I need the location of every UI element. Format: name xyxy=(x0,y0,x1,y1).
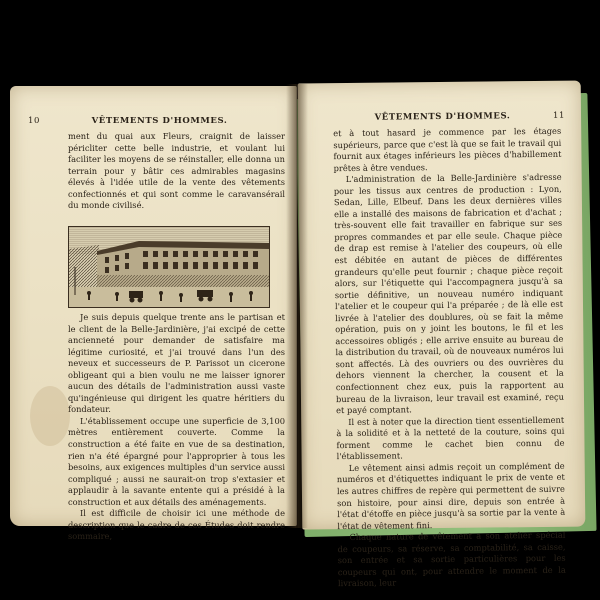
left-paragraph-3: L'établissement occupe une superficie de 3,100 mètres entièrement couverte. Comme la construction a été faite en vue de sa destination, rien n'a été épargné pour l'approprier à tous les besoins, aux exigences multiples d'un service aussi compliqué ; aussi ne saurait-on trop s'extasier et applaudir à la savante entente qui a présidé à la construction et aux détails des aménagements. xyxy=(68,415,285,507)
paper-stain xyxy=(30,386,70,446)
right-running-title: VÊTEMENTS D'HOMMES. xyxy=(374,111,511,123)
right-paragraph-4: Le vêtement ainsi admis reçoit un complément de numéros et d'étiquettes indiquant le prix de vente et les autres chiffres de repère qui permettent de suivre son histoire, pour ainsi dire, depuis son entrée à l'état d'étoffe en pièce jusqu'à sa sortie par la vente à l'état de vêtement fini. xyxy=(336,460,566,531)
left-paragraph-2: Je suis depuis quelque trente ans le partisan et le client de la Belle-Jardinière, j'ai excipé de cette ancienneté pour demander de satisfaire ma légitime curiosité, et j'ai trouvé dans l'un des neveux et successeurs de P. Parissot un cicerone obligeant qui a bien voulu ne me laisser ignorer aucun des détails de l'administration aussi vaste qu'ingénieuse qui dirigent les quatre héritiers du fondateur. xyxy=(68,312,285,415)
left-page-number: 10 xyxy=(28,116,41,126)
left-text-top xyxy=(68,131,285,212)
left-running-head xyxy=(28,116,279,126)
left-paragraph-4: Il est difficile de choisir ici une méthode de description que le cadre de ces Études doit rendre sommaire, xyxy=(68,508,285,542)
right-running-head xyxy=(332,111,565,123)
left-paragraph-1: ment du quai aux Fleurs, craignit de laisser péricliter cette belle industrie, et voulant lui faciliter les moyens de se réinstaller, elle donna un terrain pour y bâtir ces admirables magasins élevés à l'idée utile de la vente des vêtements confectionnés et qui sont comme le caravansérail du monde civilisé. xyxy=(68,131,285,211)
right-text xyxy=(333,126,566,590)
engraving-illustration xyxy=(68,226,270,308)
engraving-drawing xyxy=(69,227,269,307)
left-page xyxy=(10,86,297,542)
right-paragraph-3: Il est à noter que la direction tient essentiellement à la solidité et à la netteté de la couture, soins qui forment comme le cachet bien connu de l'établissement. xyxy=(336,414,565,462)
left-running-title: VÊTEMENTS D'HOMMES. xyxy=(91,116,228,126)
right-page xyxy=(298,81,586,589)
left-text-bottom xyxy=(68,312,285,543)
right-paragraph-2: L'administration de la Belle-Jardinière s'adresse pour les tissus aux centres de production : Lyon, Sedan, Lille, Elbeuf. Dans les deux dernières villes elle a installé des maisons de fabrication et d'achat ; très-souvent elle fait travailler en fabrique sur ses propres commandes et par elle seule. Chaque pièce de drap est remise à l'atelier des coupeurs, où elle est débitée en autant de pièces de différentes grandeurs qu'elle peut fournir ; chaque pièce reçoit alors, sur l'étiquette qui l'accompagnera jusqu'à sa sortie définitive, un nouveau numéro indiquant l'atelier et le coupeur qui l'a préparée ; de là elle est livrée à l'atelier des doublures, où se fait la même opération, puis on y joint les boutons, le fil et les accessoires obligés ; elle arrive ensuite au bureau de la distribution du travail, où de nouveaux numéros lui sont affectés. Là des ouvriers ou des ouvrières du dehors viennent la chercher, la cousent et la confectionnent chez eux, puis la rapportent au bureau de la livraison, leur travail est examiné, reçu et payé comptant. xyxy=(333,171,565,416)
right-paragraph-1: et à tout hasard je commence par les étages supérieurs, parce que c'est là que se fait le travail qui fournit aux étages inférieurs les pièces d'habillement prêtes à être vendues. xyxy=(333,125,562,173)
right-page-number: 11 xyxy=(552,110,566,121)
right-paragraph-5: Chaque nature de vêtement a son atelier spécial de coupeurs, sa réserve, sa comptabilité, sa caisse, son entrée et sa sortie particulières pour les coupeurs qui ont, pour attendre le moment de la livraison, leur xyxy=(337,529,566,589)
